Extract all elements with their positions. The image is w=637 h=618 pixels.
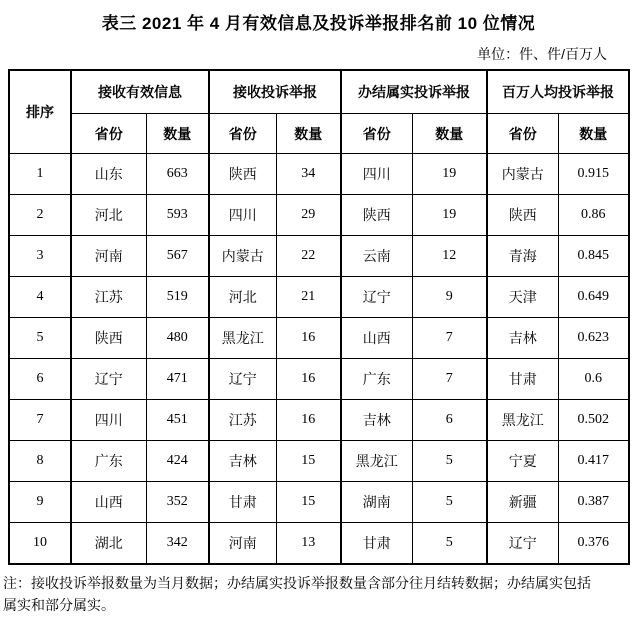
province-cell: 甘肃 [487, 359, 558, 400]
count-cell: 471 [146, 359, 209, 400]
province-cell: 四川 [209, 195, 276, 236]
count-cell: 5 [412, 441, 487, 482]
count-cell: 22 [276, 236, 341, 277]
count-cell: 567 [146, 236, 209, 277]
count-cell: 593 [146, 195, 209, 236]
ranking-table [8, 69, 630, 565]
footnote-line-1: 注：接收投诉举报数量为当月数据；办结属实投诉举报数量含部分往月结转数据；办结属实包括 [3, 575, 591, 591]
count-cell: 5 [412, 523, 487, 565]
sub-header-count: 数量 [276, 114, 341, 154]
table-row [9, 195, 629, 236]
rank-cell: 2 [9, 195, 71, 236]
sub-header-province: 省份 [71, 114, 146, 154]
count-cell: 15 [276, 482, 341, 523]
count-cell: 16 [276, 359, 341, 400]
count-cell: 19 [412, 195, 487, 236]
count-cell: 21 [276, 277, 341, 318]
footnote-line-2: 属实和部分属实。 [3, 597, 115, 613]
table-row [9, 359, 629, 400]
province-cell: 黑龙江 [341, 441, 412, 482]
rank-cell: 3 [9, 236, 71, 277]
province-cell: 江苏 [209, 400, 276, 441]
province-cell: 内蒙古 [209, 236, 276, 277]
count-cell: 0.845 [558, 236, 629, 277]
table-row [9, 523, 629, 565]
count-cell: 6 [412, 400, 487, 441]
province-cell: 甘肃 [209, 482, 276, 523]
count-cell: 9 [412, 277, 487, 318]
table-row [9, 400, 629, 441]
count-cell: 16 [276, 400, 341, 441]
province-cell: 云南 [341, 236, 412, 277]
province-cell: 广东 [341, 359, 412, 400]
province-cell: 天津 [487, 277, 558, 318]
rank-cell: 7 [9, 400, 71, 441]
province-cell: 陕西 [209, 154, 276, 195]
sub-header-count: 数量 [412, 114, 487, 154]
rank-cell: 8 [9, 441, 71, 482]
group-header-received-complaints: 接收投诉举报 [209, 70, 341, 114]
rank-cell: 10 [9, 523, 71, 565]
count-cell: 0.376 [558, 523, 629, 565]
province-cell: 陕西 [487, 195, 558, 236]
count-cell: 480 [146, 318, 209, 359]
count-cell: 0.623 [558, 318, 629, 359]
count-cell: 12 [412, 236, 487, 277]
count-cell: 5 [412, 482, 487, 523]
province-cell: 河北 [209, 277, 276, 318]
rank-cell: 1 [9, 154, 71, 195]
province-cell: 河北 [71, 195, 146, 236]
rank-cell: 4 [9, 277, 71, 318]
unit-label: 单位：件、件/百万人 [477, 46, 607, 62]
province-cell: 四川 [341, 154, 412, 195]
footnote [3, 572, 634, 616]
province-cell: 陕西 [71, 318, 146, 359]
province-cell: 青海 [487, 236, 558, 277]
province-cell: 广东 [71, 441, 146, 482]
table-row [9, 482, 629, 523]
count-cell: 663 [146, 154, 209, 195]
count-cell: 0.502 [558, 400, 629, 441]
rank-cell: 6 [9, 359, 71, 400]
province-cell: 陕西 [341, 195, 412, 236]
province-cell: 宁夏 [487, 441, 558, 482]
province-cell: 内蒙古 [487, 154, 558, 195]
count-cell: 0.6 [558, 359, 629, 400]
table-row [9, 318, 629, 359]
count-cell: 16 [276, 318, 341, 359]
sub-header-province: 省份 [341, 114, 412, 154]
count-cell: 13 [276, 523, 341, 565]
sub-header-row [9, 114, 629, 154]
sub-header-count: 数量 [558, 114, 629, 154]
group-header-received-valid-info: 接收有效信息 [71, 70, 209, 114]
province-cell: 黑龙江 [209, 318, 276, 359]
table-row [9, 277, 629, 318]
count-cell: 352 [146, 482, 209, 523]
sub-header-province: 省份 [209, 114, 276, 154]
table-header [9, 70, 629, 154]
table-row [9, 154, 629, 195]
province-cell: 河南 [71, 236, 146, 277]
count-cell: 0.915 [558, 154, 629, 195]
province-cell: 辽宁 [209, 359, 276, 400]
table-row [9, 441, 629, 482]
province-cell: 吉林 [341, 400, 412, 441]
sub-header-province: 省份 [487, 114, 558, 154]
count-cell: 451 [146, 400, 209, 441]
group-header-row [9, 70, 629, 114]
province-cell: 吉林 [209, 441, 276, 482]
count-cell: 342 [146, 523, 209, 565]
rank-cell: 9 [9, 482, 71, 523]
province-cell: 山东 [71, 154, 146, 195]
province-cell: 辽宁 [487, 523, 558, 565]
province-cell: 四川 [71, 400, 146, 441]
count-cell: 0.417 [558, 441, 629, 482]
province-cell: 吉林 [487, 318, 558, 359]
count-cell: 19 [412, 154, 487, 195]
table-title: 表三 2021 年 4 月有效信息及投诉举报排名前 10 位情况 [101, 14, 536, 33]
count-cell: 519 [146, 277, 209, 318]
province-cell: 新疆 [487, 482, 558, 523]
rank-cell: 5 [9, 318, 71, 359]
province-cell: 湖南 [341, 482, 412, 523]
province-cell: 黑龙江 [487, 400, 558, 441]
group-header-verified-complaints: 办结属实投诉举报 [341, 70, 487, 114]
rank-column-header: 排序 [9, 70, 71, 154]
province-cell: 辽宁 [71, 359, 146, 400]
count-cell: 0.387 [558, 482, 629, 523]
count-cell: 0.86 [558, 195, 629, 236]
province-cell: 山西 [71, 482, 146, 523]
count-cell: 424 [146, 441, 209, 482]
province-cell: 江苏 [71, 277, 146, 318]
count-cell: 0.649 [558, 277, 629, 318]
count-cell: 7 [412, 359, 487, 400]
province-cell: 河南 [209, 523, 276, 565]
province-cell: 湖北 [71, 523, 146, 565]
count-cell: 15 [276, 441, 341, 482]
province-cell: 山西 [341, 318, 412, 359]
group-header-per-million-complaints: 百万人均投诉举报 [487, 70, 629, 114]
count-cell: 29 [276, 195, 341, 236]
count-cell: 7 [412, 318, 487, 359]
province-cell: 甘肃 [341, 523, 412, 565]
province-cell: 辽宁 [341, 277, 412, 318]
sub-header-count: 数量 [146, 114, 209, 154]
table-row [9, 236, 629, 277]
table-body [9, 154, 629, 565]
count-cell: 34 [276, 154, 341, 195]
